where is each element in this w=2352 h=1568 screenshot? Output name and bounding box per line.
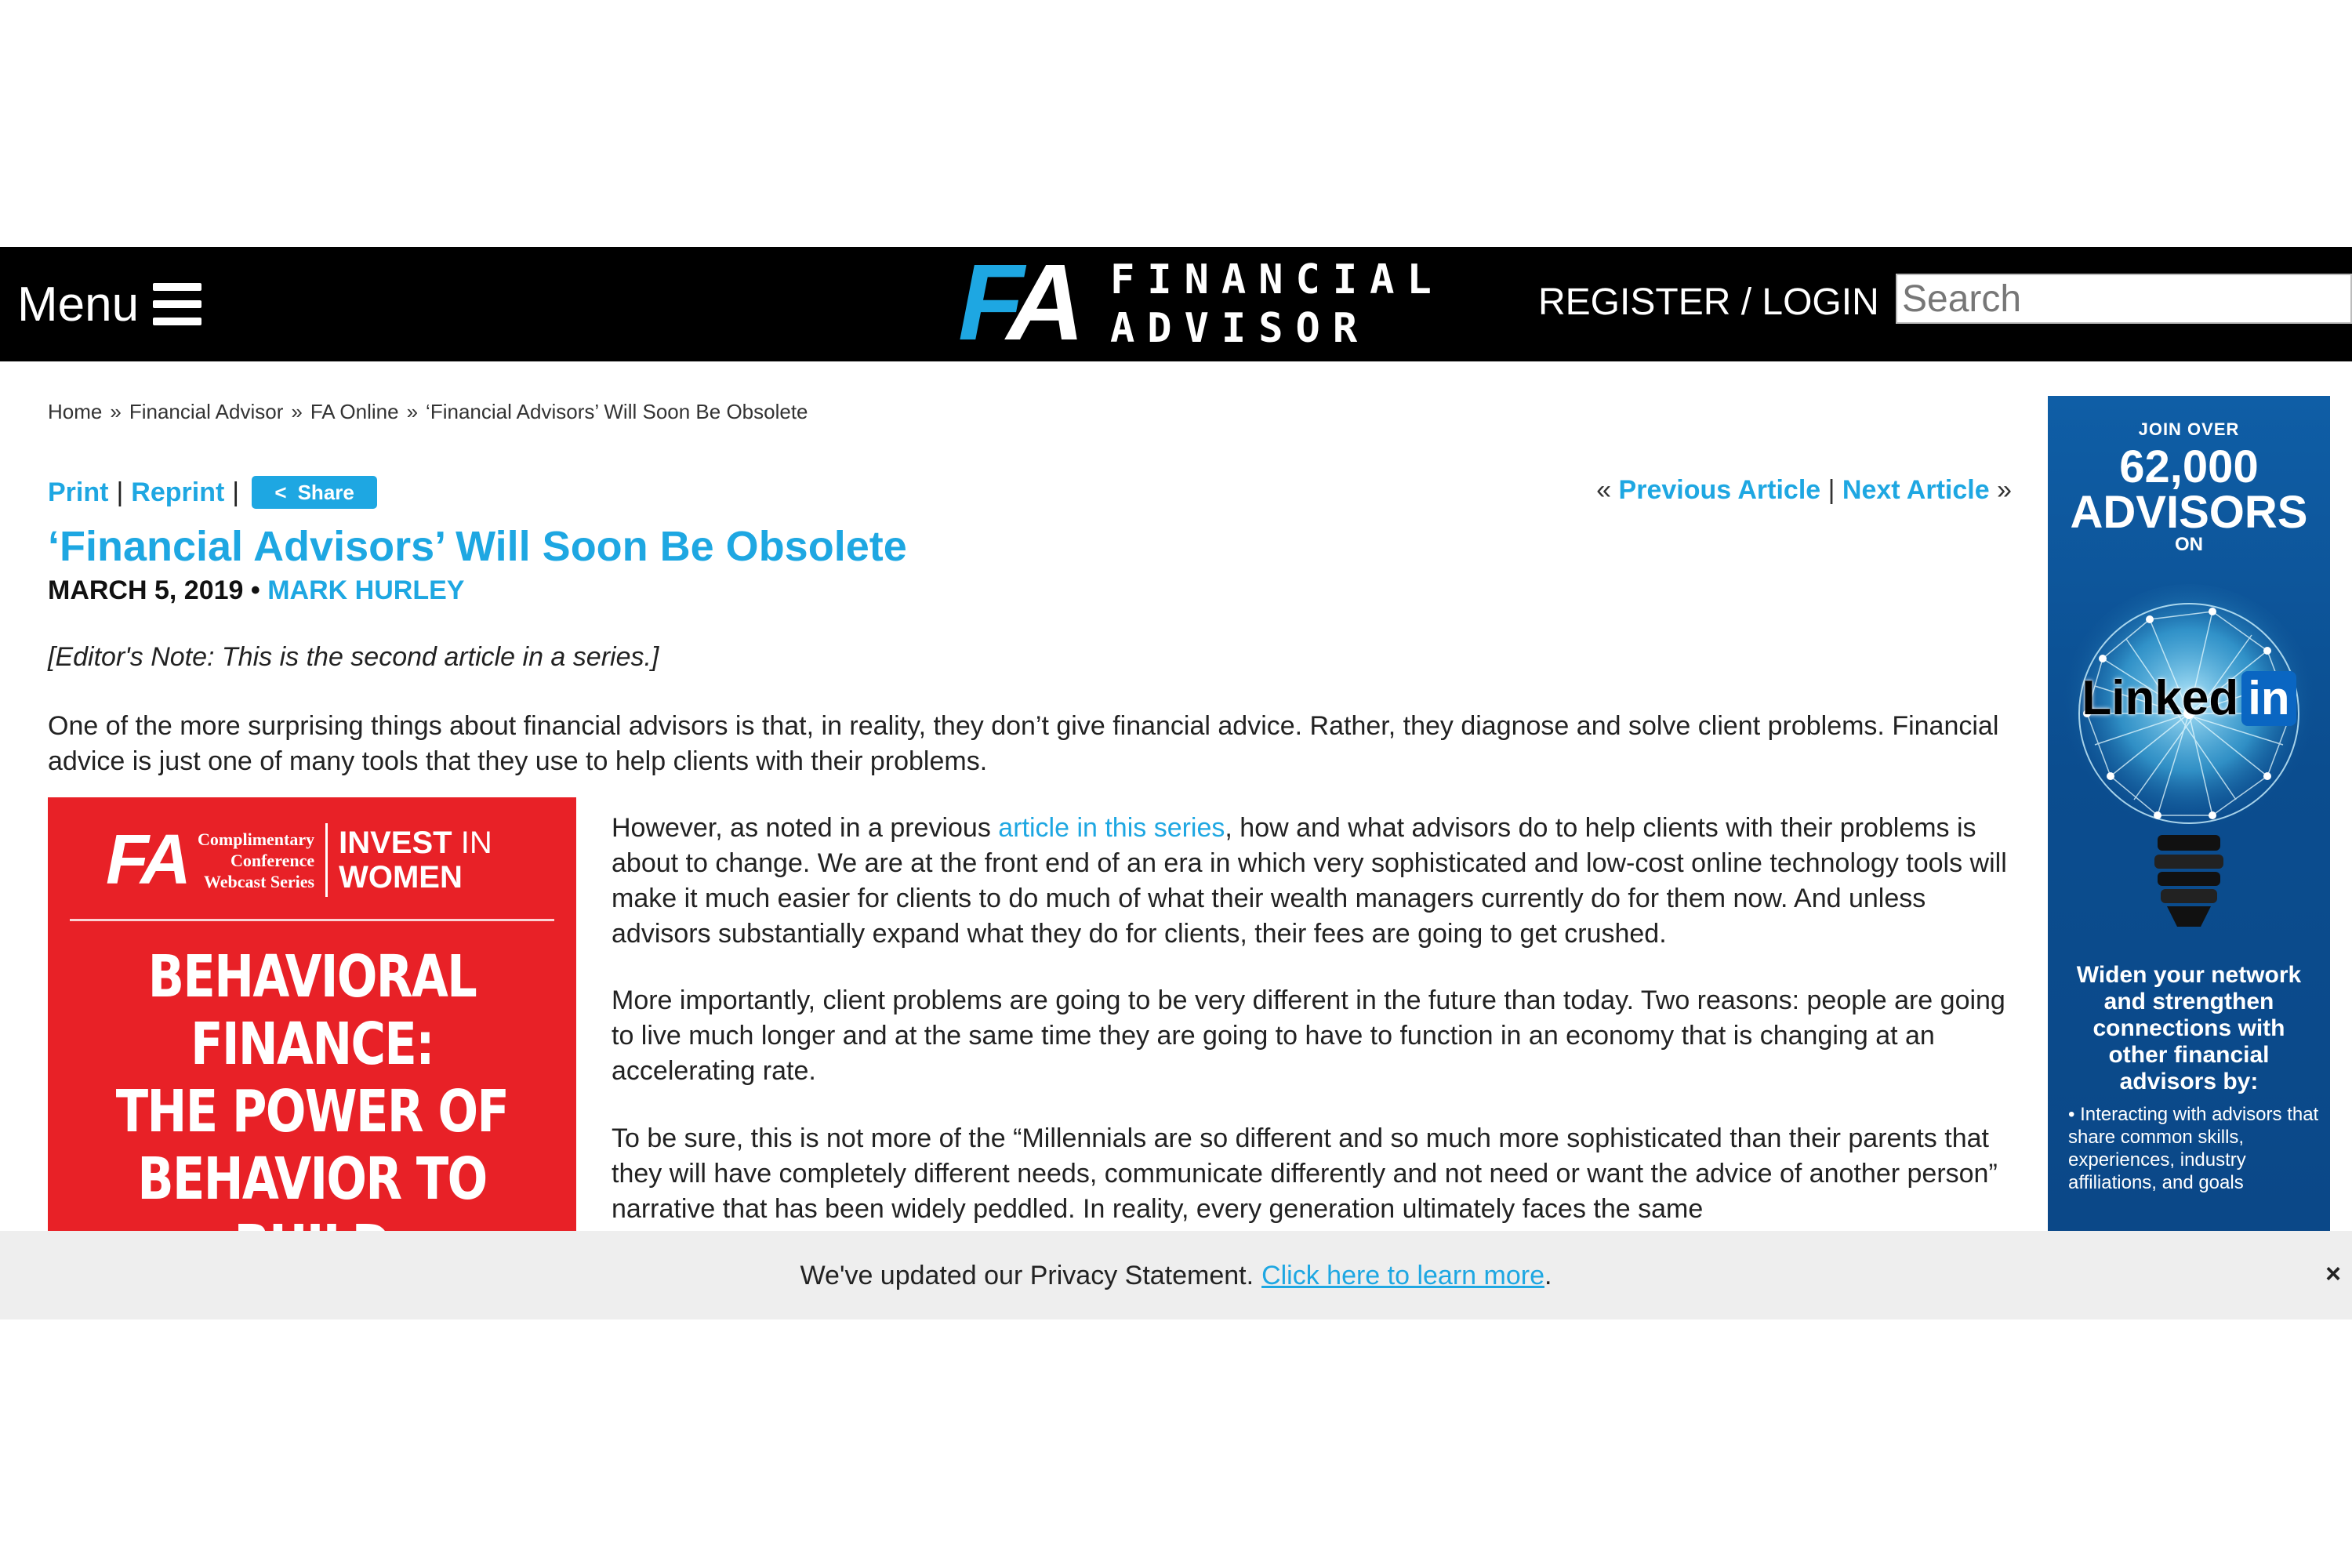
ad-divider [325, 823, 328, 897]
ad-rule [70, 919, 554, 921]
li-count-block [2048, 441, 2330, 538]
ad-in-word: IN [460, 826, 492, 860]
ad-series-line: Webcast Series [203, 871, 315, 891]
menu-label: Menu [17, 277, 140, 332]
print-link[interactable]: Print [48, 477, 109, 507]
logo-line-financial: FINANCIAL [1110, 256, 1444, 303]
article-navigation [1596, 475, 2012, 506]
article-series-link[interactable]: article in this series [998, 813, 1225, 843]
article-title: ‘Financial Advisors’ Will Soon Be Obsolete [48, 523, 907, 570]
article-date: MARCH 5, 2019 [48, 575, 244, 605]
pipe-divider: | [232, 477, 240, 507]
share-button[interactable] [252, 476, 377, 509]
ad-series-text [198, 829, 314, 892]
privacy-banner [0, 1231, 2352, 1319]
privacy-period: . [1544, 1261, 1552, 1290]
logo-wordmark [1110, 257, 1444, 351]
ad-header-row [106, 821, 492, 899]
breadcrumb-current: ‘Financial Advisors’ Will Soon Be Obsolete [426, 400, 808, 423]
li-on-text: ON [2175, 534, 2203, 555]
ad-invest-in-women [339, 826, 492, 895]
p1-text-before: However, as noted in a previous [612, 813, 999, 843]
article-meta [48, 575, 464, 606]
li-bullet-text: • Interacting with advisors that share common skills, experiences, industry affiliations, and goals [2068, 1104, 2319, 1193]
ad-headline-line: HEALTH [213, 1348, 411, 1415]
right-quote-icon: » [1997, 475, 2012, 505]
li-count: 62,000 [2119, 441, 2259, 492]
lightbulb-network-icon [2056, 564, 2322, 956]
ad-series-line: Conference [230, 850, 315, 870]
editor-note: [Editor's Note: This is the second article in a series.] [48, 642, 659, 672]
close-icon[interactable]: × [2325, 1259, 2341, 1289]
body-paragraph-2: More importantly, client problems are going to be very different in the future than today. Two reasons: people are going to live much longer and at the same time they are going to have to function in an economy that is changing at an accelerating rate. [612, 985, 2005, 1086]
privacy-text: We've updated our Privacy Statement. [800, 1261, 1254, 1290]
breadcrumb-separator: » [291, 400, 303, 423]
logo-line-advisor: ADVISOR [1110, 305, 1370, 352]
site-header [0, 242, 2352, 363]
linkedin-logo [2048, 670, 2330, 726]
hamburger-icon [153, 283, 201, 325]
ad-headline-line: THE POWER OF [115, 1078, 509, 1145]
linkedin-word: Linked [2082, 671, 2239, 725]
intro-paragraph: One of the more surprising things about financial advisors is that, in reality, they don’t give financial advice. Rather, they diagnose and solve client problems. Financial advice is just one of many tools that they use to help clients with their problems. [48, 711, 1999, 776]
menu-button[interactable] [17, 269, 201, 339]
share-label: Share [297, 480, 354, 504]
body-paragraph-1 [612, 811, 2031, 952]
ad-series-line: Complimentary [198, 829, 315, 849]
ad-fa-logo: FA [106, 821, 187, 899]
li-advisors: ADVISORS [2070, 487, 2308, 538]
breadcrumb-home[interactable]: Home [48, 400, 103, 423]
body-paragraph-3: To be sure, this is not more of the “Millennials are so different and so much more sophisticated than their parents that they will have completely different needs, communicate differently and not need or want the advice of another person” narrative that has been widely peddled. In reality, every generation ultimately faces the same [612, 1123, 1998, 1224]
pipe-divider: | [116, 477, 124, 507]
p1-text-after: , how and what advisors do to help clients with their problems is about to change. We are at the front end of an era in which very sophisticated and low-cost online technology tools will make it much easier for clients to do much of what their wealth managers currently do for them now. And unless advisors substantially expand what they do for clients, their fees are going to get crushed. [612, 813, 2007, 949]
invest-in-women-ad[interactable] [48, 797, 576, 1415]
reprint-link[interactable]: Reprint [131, 477, 225, 507]
privacy-learn-more-link[interactable]: Click here to learn more [1261, 1261, 1544, 1290]
li-join-text: JOIN OVER [2138, 419, 2240, 439]
article-tools [48, 474, 377, 511]
site-logo[interactable] [958, 242, 1444, 363]
ad-headline-line: BEHAVIORAL FINANCE: [147, 943, 477, 1078]
privacy-message [0, 1261, 2352, 1291]
next-article-link[interactable]: Next Article [1842, 475, 1990, 505]
share-icon: < [274, 480, 287, 504]
breadcrumb [48, 400, 808, 424]
author-link[interactable]: MARK HURLEY [267, 575, 465, 605]
ad-headline [96, 943, 529, 1415]
search-input[interactable] [1896, 274, 2352, 324]
breadcrumb-separator: » [406, 400, 419, 423]
ad-invest-word: INVEST [339, 826, 452, 860]
fa-logo-mark: F A [958, 242, 1080, 363]
left-quote-icon: « [1596, 475, 1612, 505]
linkedin-in-icon: in [2241, 671, 2296, 726]
meta-bullet: • [250, 575, 260, 605]
ad-headline-line: BEHAVIOR TO [137, 1145, 487, 1213]
pipe-divider: | [1828, 475, 1835, 505]
breadcrumb-fa-online[interactable]: FA Online [310, 400, 399, 423]
register-login-link[interactable]: REGISTER / LOGIN [1538, 281, 1879, 323]
previous-article-link[interactable]: Previous Article [1618, 475, 1821, 505]
li-widen-text: Widen your network and strengthen connections with other financial advisors by: [2076, 962, 2302, 1094]
linkedin-ad[interactable] [2048, 396, 2330, 1231]
breadcrumb-financial-advisor[interactable]: Financial Advisor [129, 400, 284, 423]
ad-women-word: WOMEN [339, 860, 463, 895]
breadcrumb-separator: » [110, 400, 122, 423]
